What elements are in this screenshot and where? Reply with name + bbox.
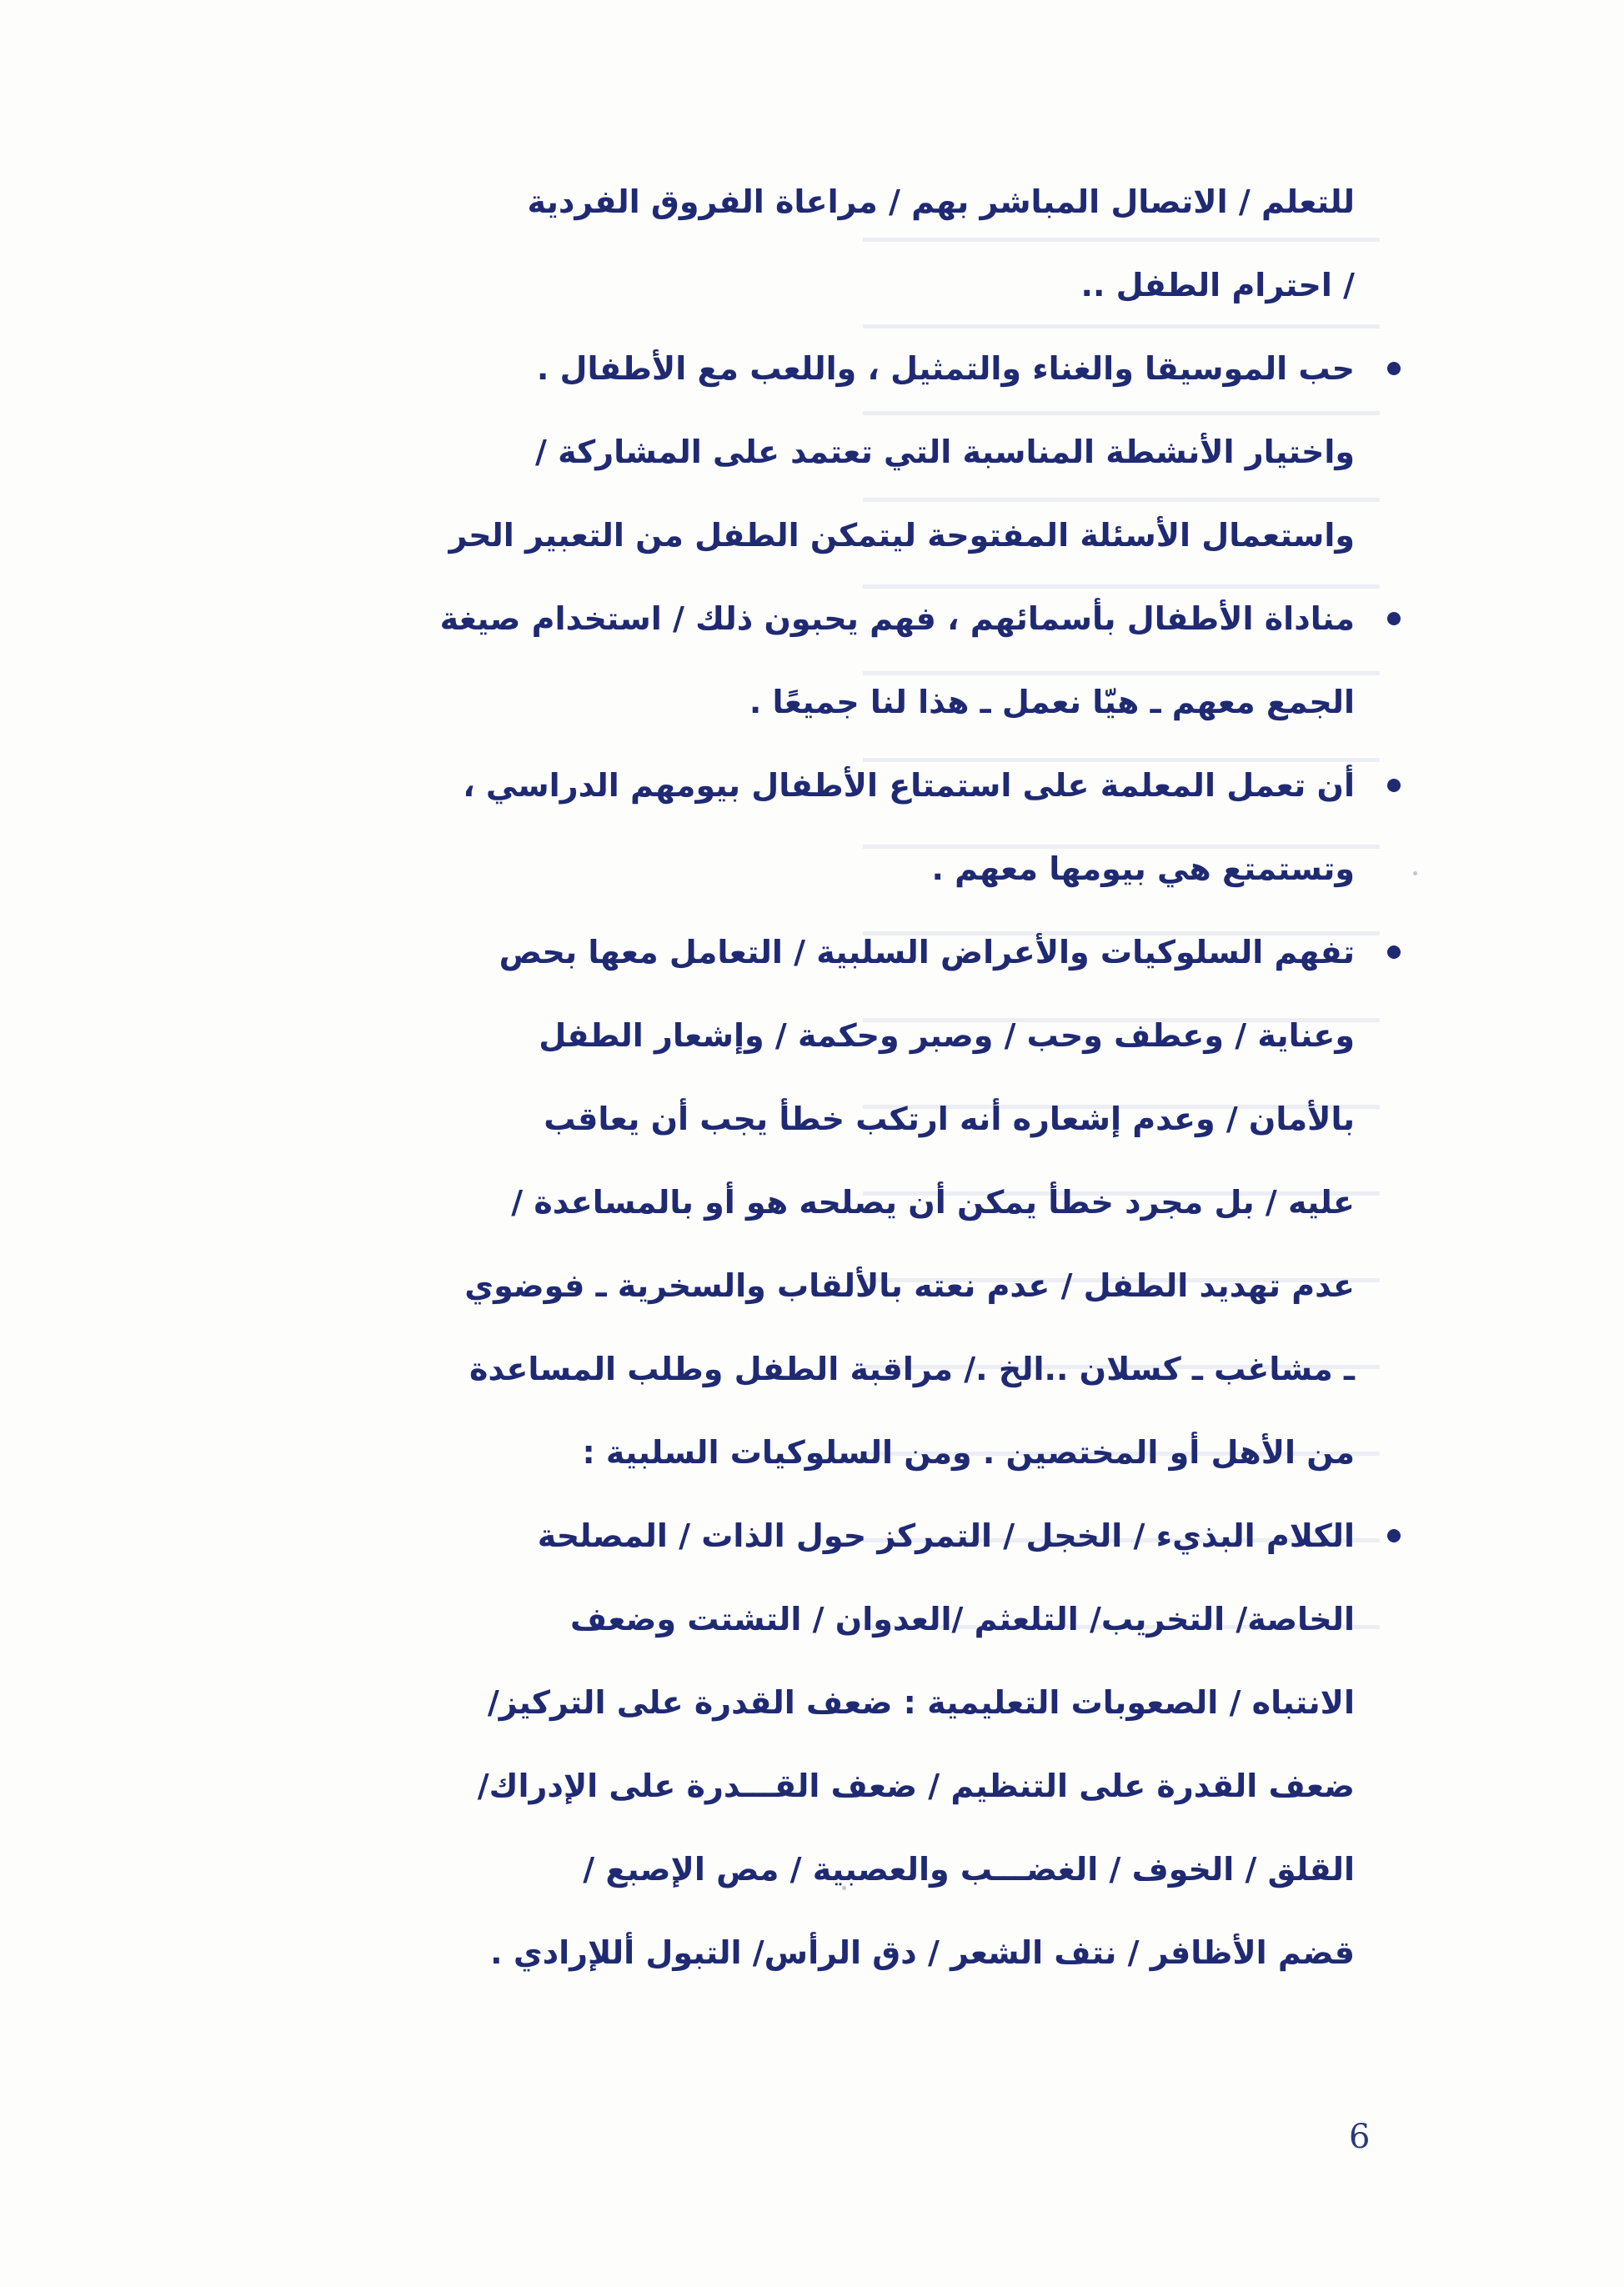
line-text: وعناية / وعطف وحب / وصبر وحكمة / وإشعار الطفل — [539, 1017, 1355, 1054]
text-line — [271, 160, 1355, 243]
text-line — [271, 660, 1355, 744]
line-text: واستعمال الأسئلة المفتوحة ليتمكن الطفل من التعبير الحر — [449, 517, 1355, 554]
text-line — [271, 494, 1355, 577]
text-line — [271, 1577, 1355, 1661]
line-text: الخاصة/ التخريب/ التلعثم /العدوان / التشتت وضعف — [569, 1601, 1355, 1638]
line-text: مناداة الأطفال بأسمائهم ، فهم يحبون ذلك / استخدام صيغة — [439, 600, 1355, 637]
scan-speck — [1413, 871, 1417, 875]
bullet-line — [271, 327, 1355, 410]
text-line — [271, 410, 1355, 494]
line-text: بالأمان / وعدم إشعاره أنه ارتكب خطأ يجب أن يعاقب — [544, 1101, 1355, 1137]
line-text: أن تعمل المعلمة على استمتاع الأطفال بيومهم الدراسي ، — [463, 767, 1355, 804]
line-text: الجمع معهم ـ هيّا نعمل ـ هذا لنا جميعًا . — [749, 684, 1355, 720]
bullet-line — [271, 1494, 1355, 1577]
text-line — [271, 1911, 1355, 1994]
bullet-line — [271, 744, 1355, 827]
text-line — [271, 1828, 1355, 1911]
bullet-icon — [1387, 1529, 1401, 1542]
text-line — [271, 1161, 1355, 1244]
line-text: القلق / الخوف / الغضـــب والعصبية / مص الإصبع / — [583, 1851, 1355, 1888]
line-text: حب الموسيقا والغناء والتمثيل ، واللعب مع الأطفال . — [536, 350, 1355, 387]
text-line — [271, 1244, 1355, 1327]
body-text — [271, 160, 1355, 1994]
line-text: واختيار الأنشطة المناسبة التي تعتمد على المشاركة / — [534, 434, 1355, 470]
bullet-icon — [1387, 945, 1401, 959]
line-text: ـ مشاغب ـ كسلان ..الخ ./ مراقبة الطفل وطلب المساعدة — [469, 1351, 1355, 1387]
line-text: عدم تهديد الطفل / عدم نعته بالألقاب والسخرية ـ فوضوي — [464, 1267, 1355, 1304]
line-text: عليه / بل مجرد خطأ يمكن أن يصلحه هو أو بالمساعدة / — [511, 1184, 1355, 1221]
bullet-line — [271, 910, 1355, 994]
text-line — [271, 1744, 1355, 1828]
line-text: تفهم السلوكيات والأعراض السلبية / التعامل معها بحص — [499, 934, 1355, 970]
line-text: من الأهل أو المختصين . ومن السلوكيات السلبية : — [582, 1434, 1355, 1471]
line-text: وتستمتع هي بيومها معهم . — [931, 850, 1355, 887]
bullet-icon — [1387, 362, 1401, 375]
line-text: الانتباه / الصعوبات التعليمية : ضعف القدرة على التركيز/ — [487, 1684, 1355, 1721]
line-text: الكلام البذيء / الخجل / التمركز حول الذات / المصلحة — [537, 1517, 1355, 1554]
bullet-line — [271, 577, 1355, 660]
bullet-icon — [1387, 779, 1401, 792]
line-text: للتعلم / الاتصال المباشر بهم / مراعاة الفروق الفردية — [527, 183, 1355, 220]
line-text: / احترام الطفل .. — [1080, 267, 1355, 303]
text-line — [271, 1661, 1355, 1744]
text-line — [271, 1077, 1355, 1161]
line-text: ضعف القدرة على التنظيم / ضعف القـــدرة على الإدراك/ — [477, 1768, 1355, 1804]
text-line — [271, 1411, 1355, 1494]
text-line — [271, 994, 1355, 1077]
text-line — [271, 1327, 1355, 1411]
text-line — [271, 827, 1355, 910]
bullet-icon — [1387, 612, 1401, 625]
line-text: قضم الأظافر / نتف الشعر / دق الرأس/ التبول أللإرادي . — [490, 1934, 1355, 1971]
page-number: 6 — [1349, 2118, 1371, 2156]
text-line — [271, 243, 1355, 327]
